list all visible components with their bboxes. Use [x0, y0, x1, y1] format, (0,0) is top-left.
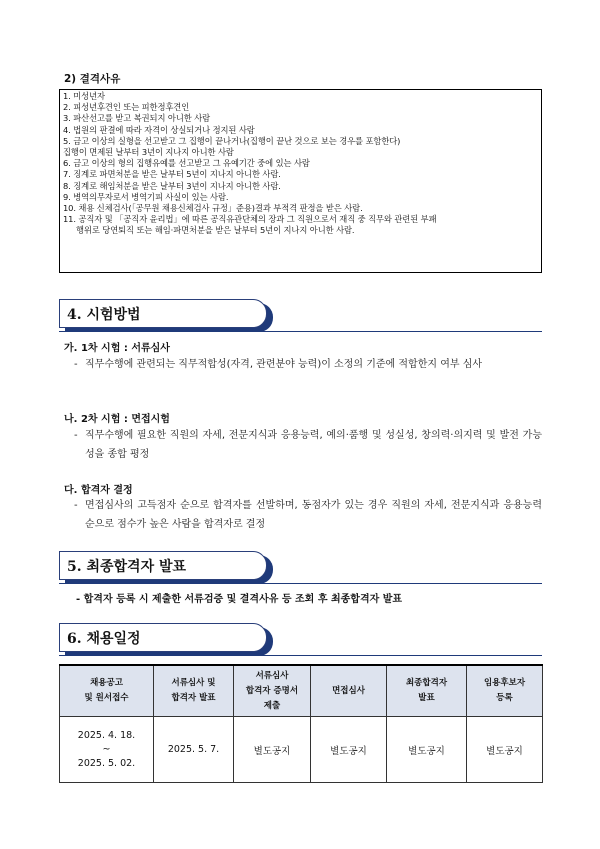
disqualification-title: 2) 결격사유	[64, 73, 121, 85]
schedule-cell-registration: 별도공지	[467, 717, 543, 783]
schedule-cell-document-result: 2025. 5. 7.	[154, 717, 234, 783]
section6-heading	[59, 623, 267, 652]
disq-item-11: 11. 공직자 및 「공직자 윤리법」에 따른 공직유관단체의 장과 그 직원으로서 재직 중 직무와 관련된 부패	[63, 214, 437, 225]
dash-mark: -	[74, 430, 78, 441]
table-row	[60, 717, 543, 783]
section5-rule	[59, 583, 542, 584]
disq-item-9: 9. 병역의무자로서 병역기피 사실이 있는 사람.	[63, 191, 229, 202]
disq-item-11-cont: 행위로 당연퇴직 또는 해임·파면처분을 받은 날부터 5년이 지나지 아니한 사람.	[76, 225, 355, 236]
section5-note: - 합격자 등록 시 제출한 서류검증 및 결격사유 등 조회 후 최종합격자 발표	[76, 594, 403, 605]
disq-item-1: 1. 미성년자	[63, 91, 105, 101]
schedule-header-registration: 임용후보자 등록	[467, 665, 543, 717]
schedule-header-document-result: 서류심사 및 합격자 발표	[154, 665, 234, 717]
schedule-header-interview: 면접심사	[311, 665, 387, 717]
disq-item-2: 2. 피성년후견인 또는 피한정후견인	[63, 102, 190, 113]
section5-title: 5. 최종합격자 발표	[67, 559, 187, 575]
schedule-table	[59, 664, 543, 783]
decision-title: 다. 합격자 결정	[64, 485, 133, 496]
schedule-cell-announcement: 2025. 4. 18. ~ 2025. 5. 02.	[60, 717, 154, 783]
section4-heading	[59, 299, 267, 328]
disq-item-6: 6. 금고 이상의 형의 집행유예를 선고받고 그 유예기간 중에 있는 사람	[63, 158, 310, 169]
disqualification-box	[59, 89, 542, 273]
schedule-cell-final: 별도공지	[387, 717, 467, 783]
schedule-header-certificate: 서류심사 합격자 증명서 제출	[234, 665, 311, 717]
disq-item-8: 8. 징계로 해임처분을 받은 날부터 3년이 지나지 아니한 사람.	[63, 180, 281, 191]
disq-item-3: 3. 파산선고를 받고 복권되지 아니한 사람	[63, 113, 211, 124]
disq-item-5: 5. 금고 이상의 실형을 선고받고 그 집행이 끝나거나(집행이 끝난 것으로 보는 경우를 포함한다)	[63, 135, 401, 146]
disq-item-10: 10. 채용 신체검사(「공무원 채용신체검사 규정」준용)결과 부적격 판정을 받은 사람.	[63, 203, 363, 214]
exam-second-bullet	[74, 426, 542, 464]
disq-item-5-cont: 집행이 면제된 날부터 3년이 지나지 아니한 사람	[63, 147, 234, 158]
schedule-header-final: 최종합격자 발표	[387, 665, 467, 717]
decision-text: 면접심사의 고득점자 순으로 합격자를 선발하며, 동점자가 있는 경우 직원의 자세, 전문지식과 응용능력 순으로 점수가 높은 사람을 합격자로 결정	[85, 500, 542, 530]
section4-rule	[59, 331, 542, 332]
section6-title: 6. 채용일정	[67, 631, 141, 647]
exam-first-title: 가. 1차 시험 : 서류심사	[64, 343, 170, 354]
disq-item-7: 7. 징계로 파면처분을 받은 날부터 5년이 지나지 아니한 사람.	[63, 169, 281, 180]
section5-heading	[59, 551, 267, 580]
section6-rule	[59, 655, 542, 656]
exam-second-text: 직무수행에 필요한 직원의 자세, 전문지식과 응용능력, 예의·품행 및 성실성, 창의력·의지력 및 발전 가능성을 종합 평정	[85, 430, 542, 460]
dash-mark: -	[74, 500, 78, 511]
schedule-cell-certificate: 별도공지	[234, 717, 311, 783]
disq-item-4: 4. 법원의 판결에 따라 자격이 상실되거나 정지된 사람	[63, 124, 255, 135]
dash-mark: -	[74, 359, 78, 370]
schedule-cell-interview: 별도공지	[311, 717, 387, 783]
section4-title: 4. 시험방법	[67, 307, 141, 323]
exam-first-bullet	[74, 355, 542, 374]
schedule-header-announcement: 채용공고 및 원서접수	[60, 665, 154, 717]
decision-bullet	[74, 496, 542, 534]
exam-first-text: 직무수행에 관련되는 직무적합성(자격, 관련분야 능력)이 소정의 기준에 적합한지 여부 심사	[85, 359, 483, 370]
exam-second-title: 나. 2차 시험 : 면접시험	[64, 414, 170, 425]
